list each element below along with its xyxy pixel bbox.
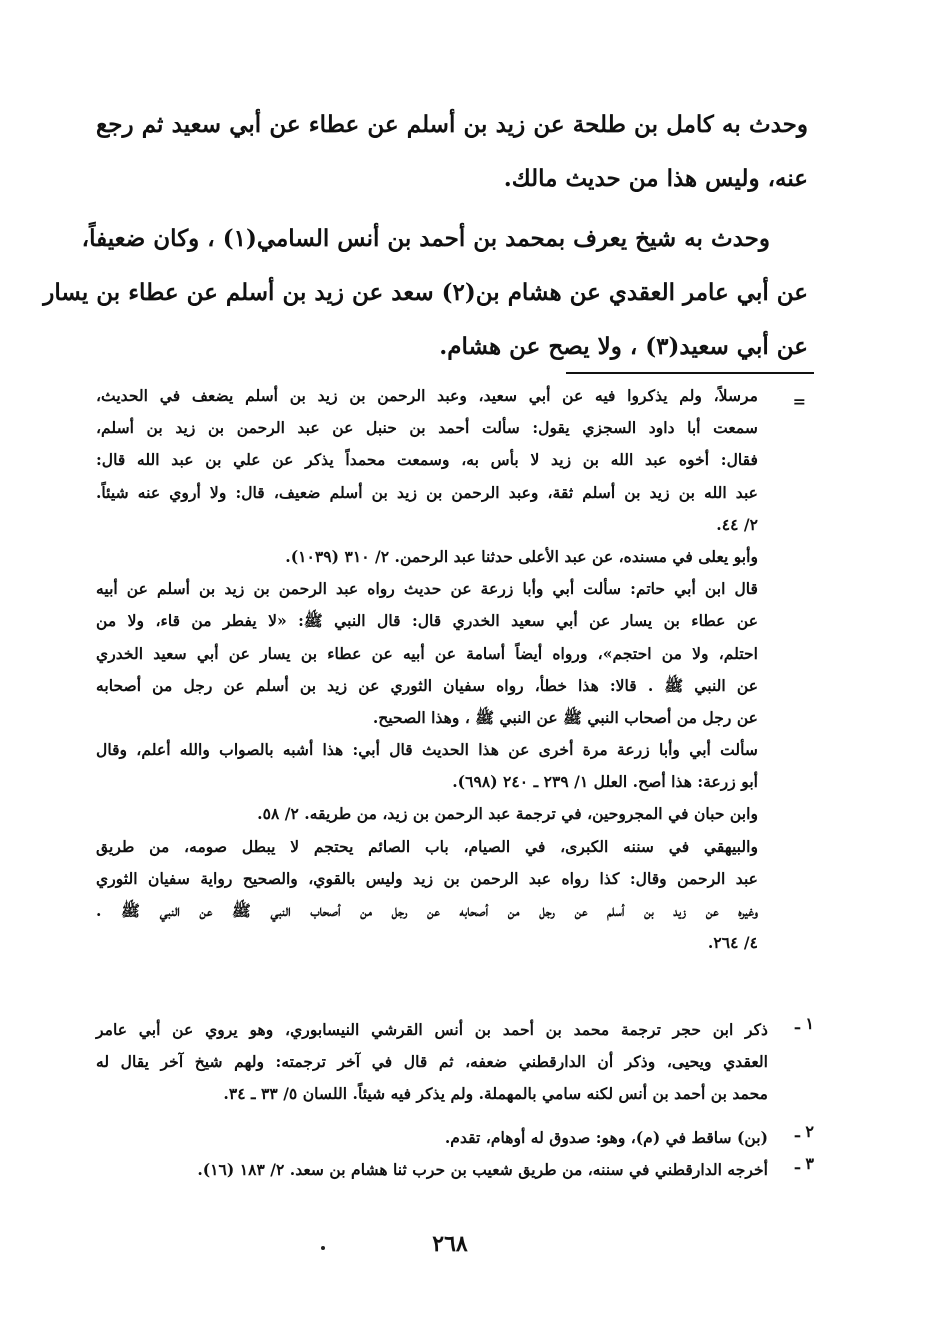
main-text-line: وحدث به شيخ يعرف بمحمد بن أحمد بن أنس السامي(١) ، وكان ضعيفاً، — [81, 225, 770, 252]
footnote-line: (بن) ساقط في (م)، وهو: صدوق له أوهام، تقدم. — [444, 1128, 768, 1147]
continuation-marker: = — [792, 392, 806, 411]
footnote-line: سألت أبي وأبا زرعة مرة أخرى عن هذا الحديث قال أبي: هذا أشبه بالصواب والله أعلم، وقال — [96, 740, 758, 760]
footnote-line: وأبو يعلى في مسنده، عن عبد الأعلى حدثنا عبد الرحمن. ٢/ ٣١٠ (١٠٣٩). — [285, 546, 758, 566]
footnote-line: عبد الله بن زيد بن أسلم ثقة، وعبد الرحمن بن زيد بن أسلم ضعيف، قال: ولا أروي عنه شيئاً. — [96, 482, 758, 502]
footnote-line: عن النبي ﷺ . قالا: هذا خطأ، رواه سفيان الثوري عن زيد بن أسلم عن رجل من أصحابه — [96, 675, 758, 695]
footnote-line: فقال: أخوه عبد الله بن زيد لا بأس به، وسمعت محمداً يذكر عن علي بن عبد الله قال: — [96, 450, 758, 470]
footnote-line: والبيهقي في سننه الكبرى، في الصيام، باب الصائم يحتجم لا يبطل صومه، من طريق — [96, 836, 758, 856]
footnote-1 — [96, 1014, 768, 1111]
footnote-line: أخرجه الدارقطني في سننه، من طريق شعيب بن حرب ثنا هشام بن سعد. ٢/ ١٨٣ (١٦). — [197, 1160, 768, 1179]
footnote-continuation — [96, 380, 758, 959]
footnote-line: قال ابن أبي حاتم: سألت أبي وأبا زرعة عن حديث رواه عبد الرحمن بن زيد بن أسلم عن أبيه — [96, 579, 758, 599]
ink-speck — [321, 1246, 325, 1250]
page-number: ٢٦٨ — [432, 1231, 468, 1257]
footnote-line: احتلم، ولا من احتجم»، ورواه أيضاً أسامة عن أبيه عن عطاء بن يسار عن أبي سعيد الخدري — [96, 643, 759, 663]
footnote-line: محمد بن أحمد بن أنس لكنه سامي بالمهملة. ولم يذكر فيه شيئاً. اللسان ٥/ ٣٣ ـ ٣٤. — [223, 1084, 768, 1104]
footnote-3 — [96, 1154, 768, 1186]
footnote-line: سمعت أبا داود السجزي يقول: سألت أحمد بن حنبل عن عبد الرحمن بن زيد بن أسلم، — [96, 418, 758, 438]
footnote-line: ٤/ ٢٦٤. — [707, 933, 758, 953]
footnote-separator — [566, 372, 814, 374]
footnote-line: عن عطاء بن يسار عن أبي سعيد الخدري قال: قال النبي ﷺ: «لا يفطر من قاء، ولا من — [96, 611, 758, 631]
footnote-line: وابن حبان في المجروحين، في ترجمة عبد الرحمن بن زيد، من طريقه. ٢/ ٥٨. — [257, 804, 758, 824]
main-text-line: وحدث به كامل بن طلحة عن زيد بن أسلم عن عطاء عن أبي سعيد ثم رجع — [96, 111, 808, 138]
footnote-line: وغيره عن زيد بن أسلم عن رجل من أصحابه عن رجل من أصحاب النبي ﷺ عن النبي ﷺ . — [96, 901, 758, 920]
footnote-line: العقدي ويحيى، وذكر أن الدارقطني ضعفه، ثم قال في آخر ترجمته: ولهم شيخ آخر يقال له — [96, 1052, 768, 1072]
footnote-number: ٢ ـ — [795, 1122, 814, 1141]
footnote-line: عبد الرحمن وقال: كذا رواه عبد الرحمن بن زيد وليس بالقوي، والصحيح رواية سفيان الثوري — [96, 868, 758, 888]
footnote-number: ١ ـ — [795, 1014, 814, 1033]
footnote-line: مرسلاً، ولم يذكروا فيه عن أبي سعيد، وعبد الرحمن بن زيد بن أسلم يضعف في الحديث، — [96, 386, 758, 405]
main-text-line: عن أبي عامر العقدي عن هشام بن(٢) سعد عن زيد بن أسلم عن عطاء بن يسار — [43, 279, 808, 306]
main-text-line: عن أبي سعيد(٣) ، ولا يصح عن هشام. — [439, 333, 808, 360]
footnote-line: ذكر ابن حجر ترجمة محمد بن أحمد بن أنس القرشي النيسابوري، وهو يروي عن أبي عامر — [96, 1020, 768, 1039]
footnote-line: أبو زرعة: هذا أصح. العلل ١/ ٢٣٩ ـ ٢٤٠ (٦٩٨). — [452, 772, 758, 792]
main-text-line: عنه، وليس هذا من حديث مالك. — [503, 165, 808, 192]
main-text — [43, 98, 808, 374]
footnote-number: ٣ ـ — [795, 1154, 814, 1173]
footnote-2 — [96, 1122, 768, 1154]
footnote-line: ٢/ ٤٤. — [716, 514, 758, 534]
footnote-line: عن رجل من أصحاب النبي ﷺ عن النبي ﷺ ، وهذا الصحيح. — [372, 707, 758, 727]
